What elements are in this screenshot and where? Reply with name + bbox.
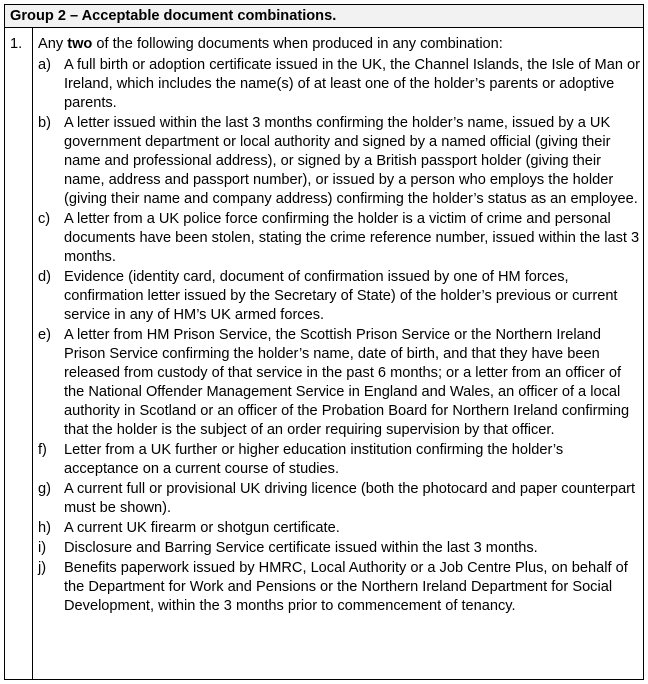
intro-emphasis: two — [67, 36, 93, 52]
list-item — [38, 480, 640, 518]
row-content-cell — [38, 35, 640, 617]
item-text: A full birth or adoption certificate issued in the UK, the Channel Islands, the Isle of Man or Ireland, which includes the name(s) of at least one of the holder’s parents or adoptive parents. — [64, 57, 640, 111]
list-item — [38, 441, 640, 479]
item-text: Disclosure and Barring Service certificate issued within the last 3 months. — [64, 540, 538, 556]
item-label: c) — [38, 211, 51, 227]
list-item — [38, 539, 640, 558]
item-label: g) — [38, 481, 51, 497]
item-label: b) — [38, 115, 51, 131]
list-item — [38, 56, 640, 113]
list-item — [38, 114, 640, 209]
list-item — [38, 326, 640, 440]
item-label: d) — [38, 269, 51, 285]
item-label: f) — [38, 442, 47, 458]
item-text: Letter from a UK further or higher education institution confirming the holder’s acceptance on a current course of studies. — [64, 442, 564, 477]
item-text: A letter from a UK police force confirming the holder is a victim of crime and personal documents have been stolen, stating the crime reference number, issued within the last 3 months. — [64, 211, 640, 265]
list-item — [38, 210, 640, 267]
list-item — [38, 559, 640, 616]
table-header: Group 2 – Acceptable document combinations. — [5, 5, 643, 28]
item-text: A current UK firearm or shotgun certificate. — [64, 520, 340, 536]
item-label: a) — [38, 57, 51, 73]
item-label: e) — [38, 327, 51, 343]
item-text: Benefits paperwork issued by HMRC, Local Authority or a Job Centre Plus, on behalf of the Department for Work and Pensions or the Northern Ireland Department for Social Development, within the 3 months prior to commencement of tenancy. — [64, 560, 628, 614]
item-text: Evidence (identity card, document of confirmation issued by one of HM forces, confirmation letter issued by the Secretary of State) of the holder’s previous or current service in any of HM’s UK armed forces. — [64, 269, 618, 323]
item-label: i) — [38, 540, 47, 556]
list-item — [38, 519, 640, 538]
row-number-cell — [5, 28, 33, 679]
item-label: j) — [38, 560, 47, 576]
row-number: 1. — [10, 36, 23, 52]
item-label: h) — [38, 520, 51, 536]
intro-text: Any two of the following documents when produced in any combination: — [38, 36, 503, 52]
document-combinations-table — [4, 4, 644, 680]
item-text: A letter from HM Prison Service, the Scottish Prison Service or the Northern Ireland Prison Service confirming the holder’s name, date of birth, and that they have been released from custody of that service in the past 6 months; or a letter from an officer of the National Offender Management Service in England and Wales, an officer of a local authority in Scotland or an officer of the Probation Board for Northern Ireland confirming that the holder is the subject of an order requiring supervision by that officer. — [64, 327, 630, 438]
item-text: A letter issued within the last 3 months confirming the holder’s name, issued by a UK government department or local authority and signed by a named official (giving their name and professional address), or signed by a British passport holder (giving their name, address and passport number), or issued by a person who employs the holder (giving their name and company address) confirming the holder’s status as an employee. — [64, 115, 638, 207]
list-item — [38, 268, 640, 325]
document-list — [38, 56, 640, 616]
table-row — [5, 28, 643, 679]
item-text: A current full or provisional UK driving licence (both the photocard and paper counterpart must be shown). — [64, 481, 636, 516]
